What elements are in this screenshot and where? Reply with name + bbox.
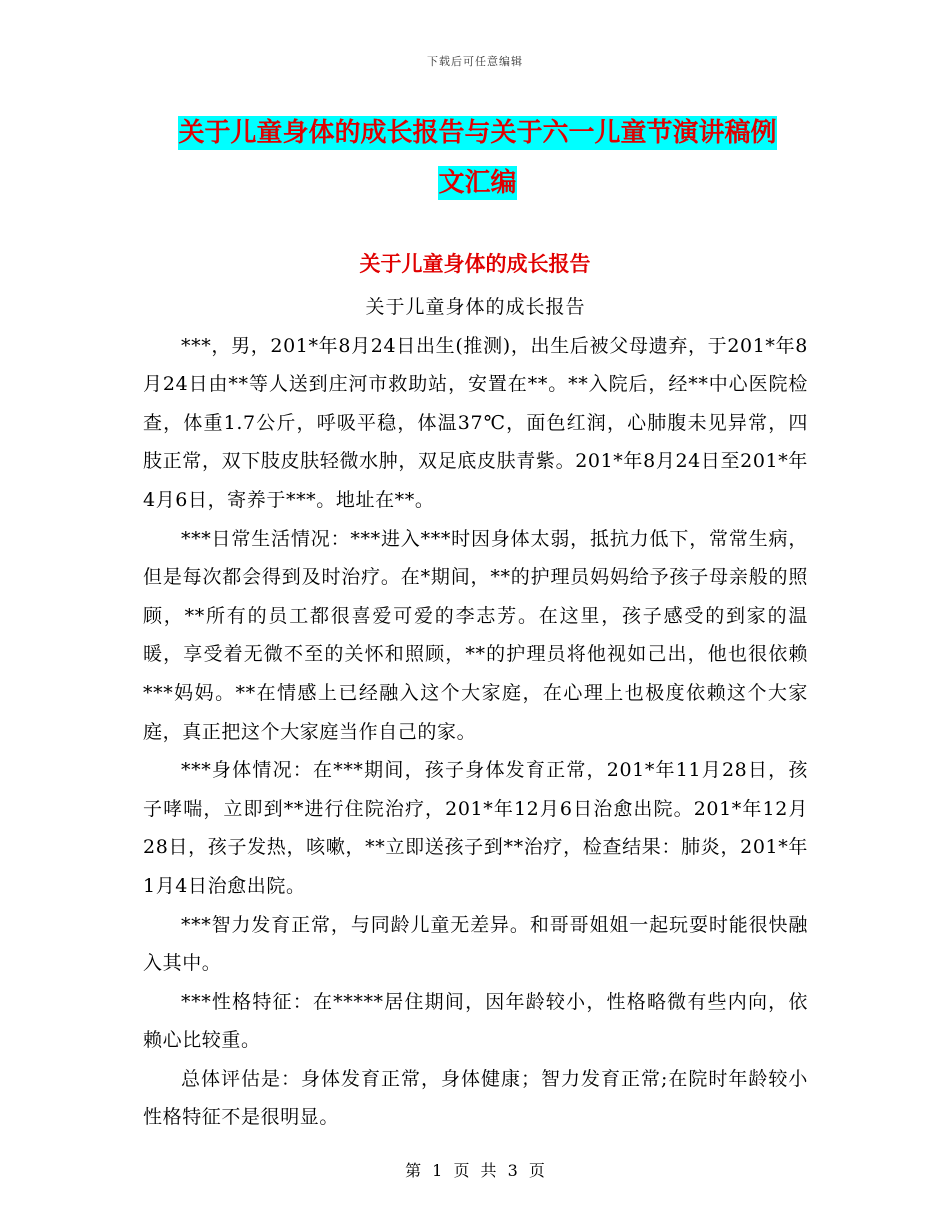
body-text — [143, 288, 808, 1137]
page-footer: 第 1 页 共 3 页 — [405, 1161, 545, 1180]
header-note: 下载后可任意编辑 — [427, 55, 523, 68]
paragraph-intelligence: ***智力发育正常，与同龄儿童无差异。和哥哥姐姐一起玩耍时能很快融入其中。 — [143, 913, 808, 975]
paragraph-health: ***身体情况：在***期间，孩子身体发育正常，201*年11月28日，孩子哮喘，立即到**进行住院治疗，201*年12月6日治愈出院。201*年12月28日，孩子发热，咳嗽，**立即送孩子到**治疗，检查结果：肺炎，201*年1月4日治愈出院。 — [143, 759, 808, 897]
report-subtitle: 关于儿童身体的成长报告 — [365, 296, 586, 318]
paragraph-daily-life: ***日常生活情况：***进入***时因身体太弱，抵抗力低下，常常生病，但是每次都会得到及时治疗。在*期间，**的护理员妈妈给予孩子母亲般的照顾，**所有的员工都很喜爱可爱的李志芳。在这里，孩子感受的到家的温暖，享受着无微不至的关怀和照顾，**的护理员将他视如己出，他也很依赖***妈妈。**在情感上已经融入这个大家庭，在心理上也极度依赖这个大家庭，真正把这个大家庭当作自己的家。 — [143, 527, 808, 743]
section-title: 关于儿童身体的成长报告 — [359, 252, 591, 276]
document-title-line-1: 关于儿童身体的成长报告与关于六一儿童节演讲稿例 — [178, 118, 777, 148]
paragraph-assessment: 总体评估是：身体发育正常，身体健康；智力发育正常;在院时年龄较小性格特征不是很明显。 — [143, 1067, 808, 1129]
document-title — [145, 108, 810, 208]
paragraph-personality: ***性格特征：在*****居住期间，因年龄较小，性格略微有些内向，依赖心比较重。 — [143, 990, 808, 1052]
document-title-line-2: 文汇编 — [438, 168, 517, 198]
paragraph-basic-info: ***，男，201*年8月24日出生(推测)，出生后被父母遗弃，于201*年8月24日由**等人送到庄河市救助站，安置在**。**入院后，经**中心医院检查，体重1.7公斤，呼吸平稳，体温37℃，面色红润，心肺腹未见异常，四肢正常，双下肢皮肤轻微水肿，双足底皮肤青紫。201*年8月24日至201*年4月6日，寄养于***。地址在**。 — [143, 334, 808, 511]
